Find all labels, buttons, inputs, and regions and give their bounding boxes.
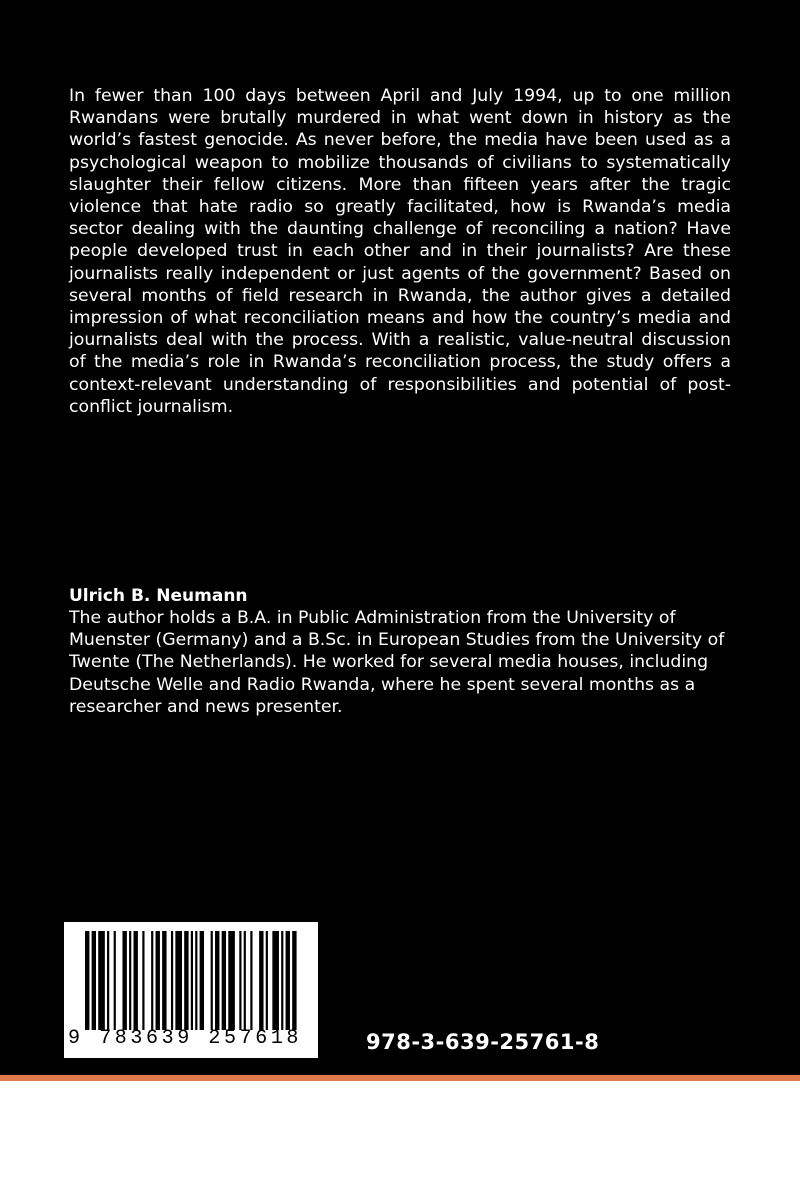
barcode-bar bbox=[85, 931, 89, 1030]
barcode-digits: 9 783639 257618 bbox=[68, 1027, 303, 1050]
barcode-bar bbox=[133, 931, 137, 1030]
book-blurb: In fewer than 100 days between April and July 1994, up to one million Rwandans were brutally murdered in what went down in history as the world’s fastest genocide. As never before, the media have been used as a psychological weapon to mobilize thousands of civilians to systematically slaughter their fellow citizens. More than fifteen years after the tragic violence that hate radio so greatly facilitated, how is Rwanda’s media sector dealing with the daunting challenge of reconciling a nation? Have people developed trust in each other and in their journalists? Are these journalists really independent or just agents of the government? Based on several months of field research in Rwanda, the author gives a detailed impression of what reconciliation means and how the country’s media and journalists deal with the process. With a realistic, value-neutral discussion of the media’s role in Rwanda’s reconciliation process, the study offers a context-relevant understanding of responsibilities and potential of post-conflict journalism. bbox=[69, 86, 731, 417]
barcode-bar bbox=[107, 931, 109, 1030]
barcode-bar bbox=[129, 931, 131, 1030]
barcode-bar bbox=[122, 931, 126, 1030]
barcode-bar bbox=[244, 931, 246, 1030]
barcode-bar bbox=[162, 931, 166, 1030]
isbn-barcode bbox=[64, 922, 318, 1058]
barcode-bar bbox=[250, 931, 252, 1030]
barcode-icon bbox=[85, 931, 301, 1030]
barcode-bar bbox=[175, 931, 182, 1030]
barcode-bar bbox=[114, 931, 116, 1030]
author-bio: The author holds a B.A. in Public Administration from the University of Muenster (Germany) and a B.Sc. in European Studies from the University of Twente (The Netherlands). He worked for several media houses, including Deutsche Welle and Radio Rwanda, where he spent several months as a researcher and news presenter. bbox=[69, 608, 725, 717]
barcode-bar bbox=[228, 931, 235, 1030]
barcode-bar bbox=[281, 931, 283, 1030]
barcode-bar bbox=[259, 931, 263, 1030]
author-section bbox=[69, 585, 731, 718]
barcode-bar bbox=[200, 931, 204, 1030]
barcode-bar bbox=[195, 931, 197, 1030]
accent-stripe bbox=[0, 1075, 800, 1081]
barcode-bar bbox=[292, 931, 296, 1030]
barcode-bar bbox=[286, 931, 290, 1030]
barcode-bar bbox=[211, 931, 213, 1030]
barcode-bar bbox=[184, 931, 188, 1030]
barcode-bar bbox=[98, 931, 105, 1030]
barcode-bar bbox=[171, 931, 173, 1030]
barcode-bar bbox=[156, 931, 160, 1030]
barcode-bar bbox=[222, 931, 226, 1030]
isbn-number: 978-3-639-25761-8 bbox=[366, 1030, 600, 1054]
barcode-bar bbox=[151, 931, 153, 1030]
barcode-bar bbox=[266, 931, 268, 1030]
barcode-bar bbox=[142, 931, 144, 1030]
barcode-bar bbox=[239, 931, 241, 1030]
barcode-bar bbox=[272, 931, 279, 1030]
author-name: Ulrich B. Neumann bbox=[69, 586, 248, 606]
barcode-bar bbox=[215, 931, 219, 1030]
barcode-bar bbox=[92, 931, 96, 1030]
barcode-bar bbox=[191, 931, 193, 1030]
